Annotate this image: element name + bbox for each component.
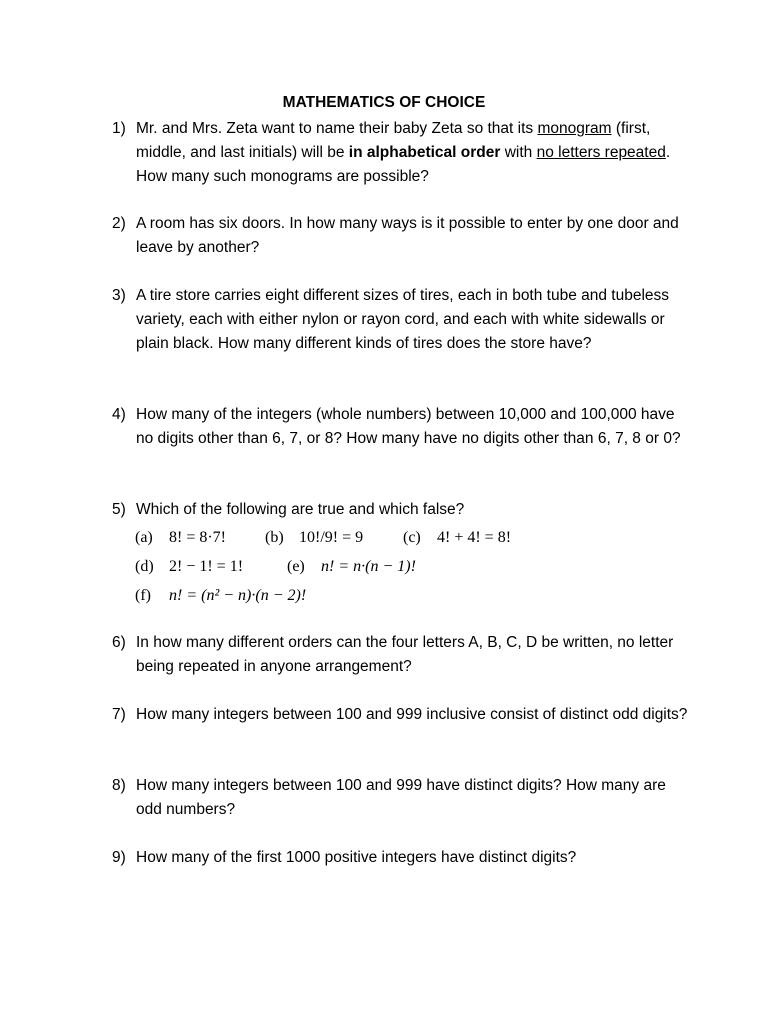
question-number: 6)	[112, 634, 126, 651]
question-number: 9)	[112, 849, 126, 866]
question-1	[112, 117, 692, 189]
question-number: 4)	[112, 406, 126, 423]
question-text: In how many different orders can the four letters A, B, C, D be written, no letter being repeated in anyone arrangement?	[136, 634, 674, 675]
formula-row	[135, 581, 535, 610]
formula-row	[135, 552, 535, 581]
question-number: 1)	[112, 120, 126, 137]
page-title: MATHEMATICS OF CHOICE	[282, 94, 486, 111]
question-9	[112, 846, 692, 870]
question-text: Mr. and Mrs. Zeta want to name their baby Zeta so that its monogram (first, middle, and last initials) will be in alphabetical order with no letters repeated. How many such monograms are possible?	[136, 120, 671, 185]
bold-term: in alphabetical order	[348, 144, 501, 161]
question-5	[112, 498, 692, 522]
question-4	[112, 403, 692, 451]
formula-label: (f)	[135, 587, 151, 604]
formula-expression: 4! + 4! = 8!	[437, 529, 512, 546]
formula-label: (e)	[287, 558, 305, 575]
question-7	[112, 703, 692, 727]
formula-expression: 2! − 1! = 1!	[169, 558, 244, 575]
formula-label: (a)	[135, 529, 153, 546]
formula-expression: 10!/9! = 9	[299, 529, 364, 546]
formula-list	[135, 523, 535, 610]
question-text: A room has six doors. In how many ways is it possible to enter by one door and leave by another?	[136, 215, 679, 256]
formula-expression: 8! = 8·7!	[169, 529, 227, 546]
formula-row	[135, 523, 535, 552]
question-number: 3)	[112, 287, 126, 304]
question-number: 2)	[112, 215, 126, 232]
formula-label: (d)	[135, 558, 154, 575]
question-text: How many of the integers (whole numbers) between 10,000 and 100,000 have no digits other than 6, 7, or 8? How many have no digits other than 6, 7, 8 or 0?	[136, 406, 681, 447]
underlined-term: no letters repeated	[536, 144, 666, 161]
question-text: A tire store carries eight different sizes of tires, each in both tube and tubeless variety, each with either nylon or rayon cord, and each with white sidewalls or plain black. How many different kinds of tires does the store have?	[136, 287, 670, 352]
question-2	[112, 212, 692, 260]
question-text: How many integers between 100 and 999 have distinct digits? How many are odd numbers?	[136, 777, 666, 818]
formula-label: (b)	[265, 529, 284, 546]
question-8	[112, 774, 692, 822]
question-number: 7)	[112, 706, 126, 723]
question-3	[112, 284, 692, 356]
question-text: Which of the following are true and which false?	[136, 501, 465, 518]
question-6	[112, 631, 692, 679]
question-number: 8)	[112, 777, 126, 794]
question-number: 5)	[112, 501, 126, 518]
formula-expression: n! = (n² − n)·(n − 2)!	[169, 587, 307, 604]
formula-expression: n! = n·(n − 1)!	[321, 558, 416, 575]
question-text: How many of the first 1000 positive integers have distinct digits?	[136, 849, 577, 866]
formula-label: (c)	[403, 529, 421, 546]
underlined-term: monogram	[537, 120, 612, 137]
question-text: How many integers between 100 and 999 inclusive consist of distinct odd digits?	[136, 706, 688, 723]
